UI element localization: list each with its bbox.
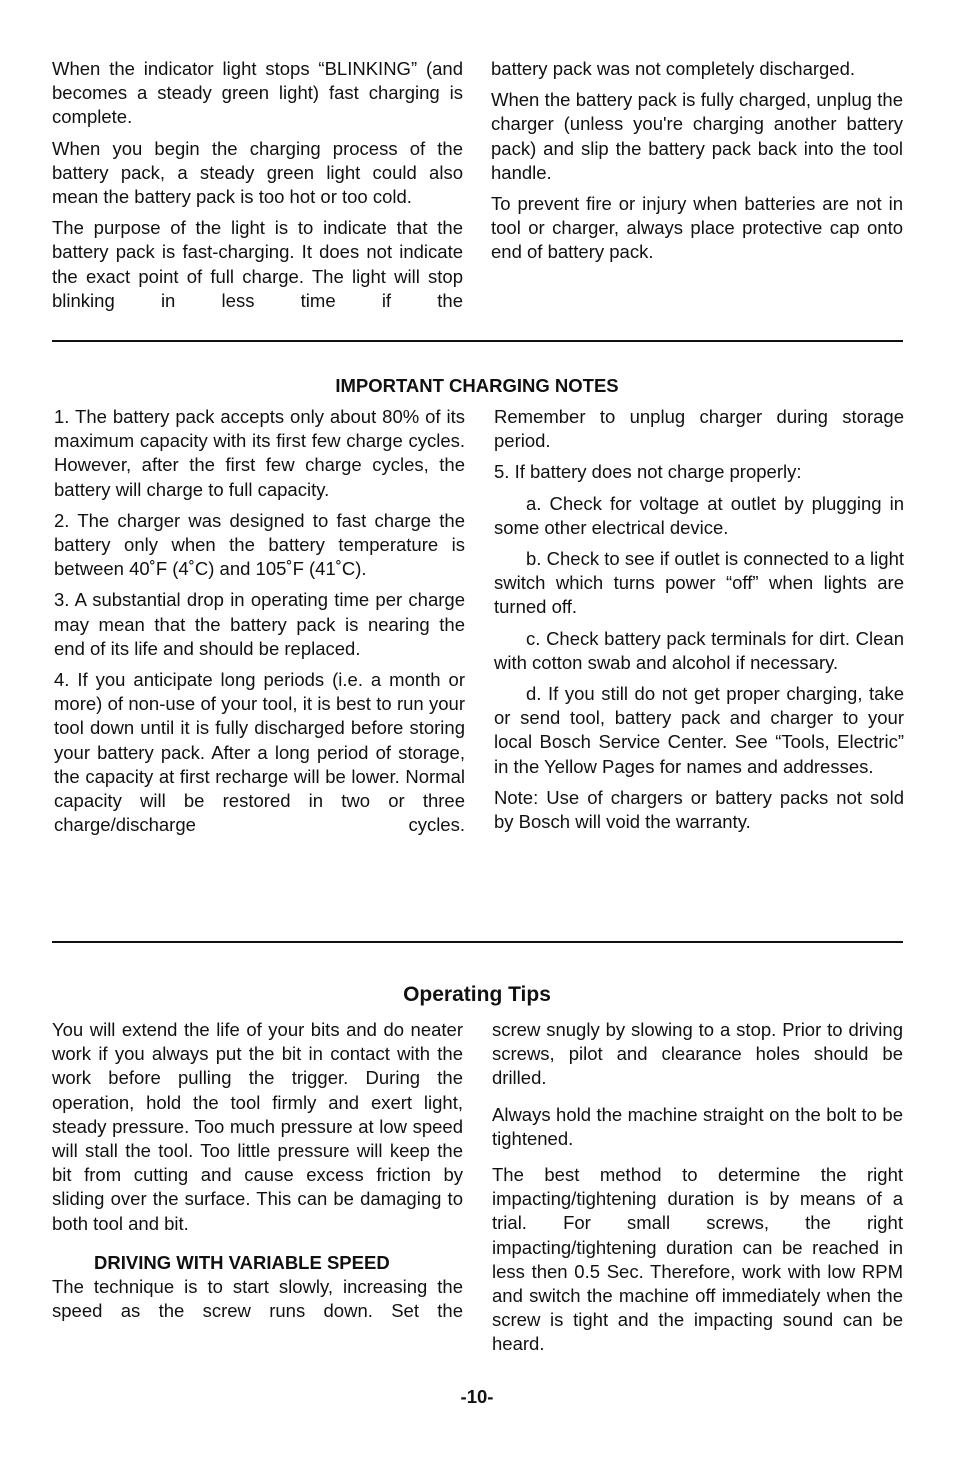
top-left-column bbox=[52, 57, 463, 320]
paragraph: The best method to determine the right impacting/tightening duration is by means of a trial. For small screws, the right impacting/tightening duration can be reached in less then 0.5 Sec. Therefore, work with low RPM and switch the machine off immediately when the screw is tight and the impacting sound can be heard. bbox=[492, 1164, 903, 1355]
tips-right-column bbox=[492, 1018, 903, 1364]
note-item: 3. A substantial drop in operating time per charge may mean that the battery pack is nearing the end of its life and should be replaced. bbox=[54, 589, 465, 659]
note-item: 2. The charger was designed to fast charge the battery only when the battery temperature is between 40˚F (4˚C) and 105˚F (41˚C). bbox=[54, 509, 465, 580]
charging-notes-title: IMPORTANT CHARGING NOTES bbox=[335, 375, 619, 396]
paragraph: When you begin the charging process of the battery pack, a steady green light could also mean the battery pack is too hot or too cold. bbox=[52, 137, 463, 208]
sub-item: d. If you still do not get proper charging, take or send tool, battery pack and charger to your local Bosch Service Center. See “Tools, Electric” in the Yellow Pages for names and addresses. bbox=[494, 683, 904, 777]
variable-speed-subheading: DRIVING WITH VARIABLE SPEED bbox=[94, 1251, 390, 1273]
warranty-note: Note: Use of chargers or battery packs not sold by Bosch will void the warranty. bbox=[494, 786, 904, 833]
operating-tips-title: Operating Tips bbox=[403, 983, 551, 1006]
paragraph: The purpose of the light is to indicate that the battery pack is fast-charging. It does not indicate the exact point of full charge. The light will stop blinking in less time if the bbox=[52, 217, 463, 311]
notes-left-column bbox=[54, 405, 465, 844]
paragraph: Remember to unplug charger during storage period. bbox=[494, 406, 904, 452]
tips-left-column bbox=[52, 1018, 463, 1330]
paragraph: You will extend the life of your bits and do neater work if you always put the bit in contact with the work before pulling the trigger. During the operation, hold the tool firmly and exert light, steady pressure. Too much pressure at low speed will stall the tool. Too little pressure will keep the bit from cutting and cause excess friction by sliding over the surface. This can be damaging to both tool and bit. bbox=[52, 1019, 463, 1234]
sub-item: b. Check to see if outlet is connected to a light switch which turns power “off” when lights are turned off. bbox=[494, 548, 904, 618]
sub-item: a. Check for voltage at outlet by plugging in some other electrical device. bbox=[494, 492, 904, 538]
paragraph: battery pack was not completely discharged. bbox=[491, 58, 856, 79]
paragraph: To prevent fire or injury when batteries are not in tool or charger, always place protective cap onto end of battery pack. bbox=[491, 193, 903, 263]
note-item: 5. If battery does not charge properly: bbox=[494, 461, 802, 483]
paragraph: When the battery pack is fully charged, unplug the charger (unless you're charging another battery pack) and slip the battery pack back into the tool handle. bbox=[491, 89, 903, 183]
notes-right-column bbox=[494, 405, 904, 841]
paragraph: When the indicator light stops “BLINKING” (and becomes a steady green light) fast charging is complete. bbox=[52, 58, 463, 128]
note-item: 4. If you anticipate long periods (i.e. a month or more) of non-use of your tool, it is best to run your tool down until it is fully discharged before storing your battery pack. After a long period of storage, the capacity at first recharge will be lower. Normal capacity will be restored in two or three charge/discharge cycles. bbox=[54, 669, 465, 836]
paragraph: The technique is to start slowly, increasing the speed as the screw runs down. Set the bbox=[52, 1276, 463, 1322]
page-number: -10- bbox=[460, 1386, 494, 1407]
sub-item: c. Check battery pack terminals for dirt. Clean with cotton swab and alcohol if necessary. bbox=[494, 627, 904, 673]
paragraph: screw snugly by slowing to a stop. Prior to driving screws, pilot and clearance holes should be drilled. bbox=[492, 1019, 903, 1089]
section-divider bbox=[52, 340, 903, 342]
note-item: 1. The battery pack accepts only about 80% of its maximum capacity with its first few charge cycles. However, after the first few charge cycles, the battery will charge to full capacity. bbox=[54, 406, 465, 500]
section-divider bbox=[52, 941, 903, 943]
paragraph: Always hold the machine straight on the bolt to be tightened. bbox=[492, 1103, 903, 1149]
top-right-column bbox=[491, 57, 903, 272]
